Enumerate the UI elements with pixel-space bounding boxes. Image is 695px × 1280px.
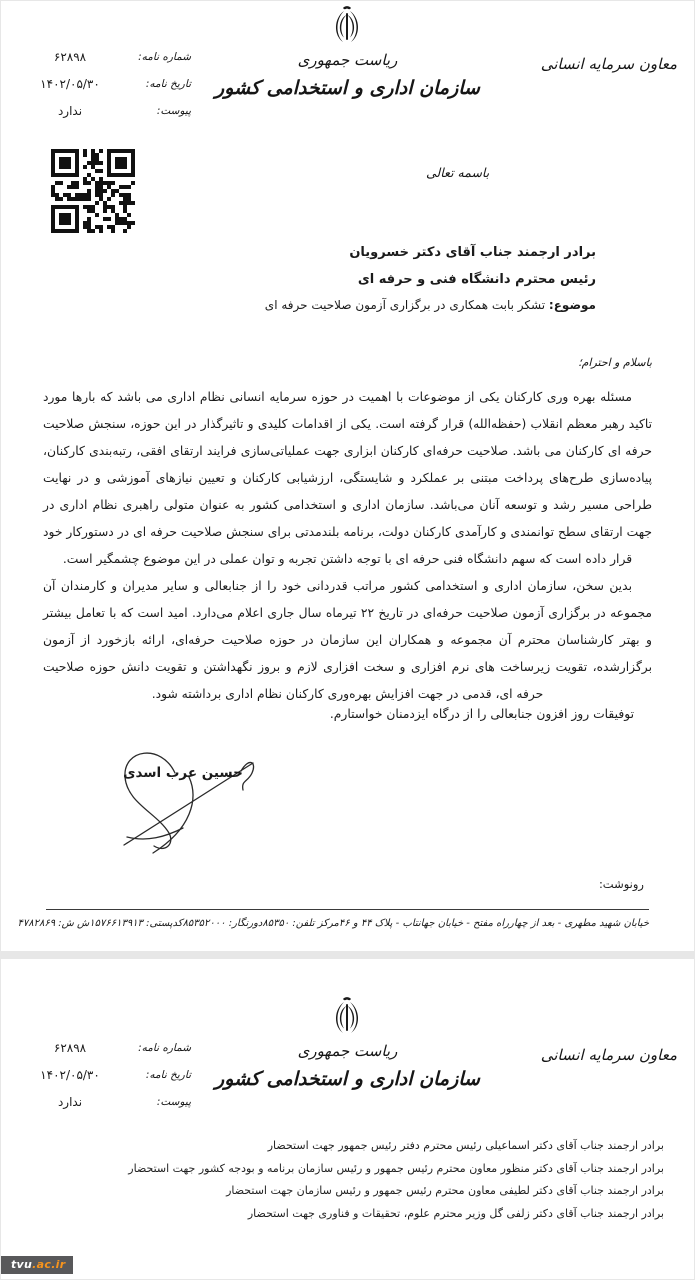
org-title-line2: سازمان اداری و استخدامی کشور — [215, 1068, 480, 1090]
deputy-title: معاون سرمایه انسانی — [540, 1046, 677, 1064]
letter-meta-fields — [31, 43, 191, 124]
meta-value-attachment: ندارد — [57, 103, 83, 118]
footer-postal-code: کدپستی: ۱۵۷۶۶۱۳۹۱۳ — [89, 918, 183, 929]
meta-label-date: تاریخ نامه: — [145, 1068, 191, 1081]
site-watermark-prefix: tvu — [11, 1258, 33, 1271]
signature-name: حسین عرب اسدی — [123, 765, 243, 781]
meta-label-number: شماره نامه: — [138, 50, 191, 63]
meta-value-date: ۱۴۰۲/۰۵/۳۰ — [40, 76, 100, 91]
meta-label-number: شماره نامه: — [138, 1041, 191, 1054]
meta-value-number: ۶۲۸۹۸ — [53, 49, 87, 64]
meta-row-attachment — [31, 1088, 191, 1115]
signature-block — [91, 741, 276, 856]
cc-item: برادر ارجمند جناب آقای دکتر اسماعیلی رئیس محترم دفتر رئیس جمهور جهت استحضار — [267, 1139, 664, 1152]
footer-divider — [46, 909, 649, 910]
org-title-line1: ریاست جمهوری — [297, 1042, 398, 1060]
cc-heading: رونوشت: — [598, 877, 644, 891]
recipient-block — [349, 239, 596, 293]
handwritten-signature-icon — [91, 741, 276, 856]
iran-national-emblem-icon — [331, 6, 363, 48]
meta-row-date — [31, 70, 191, 97]
besmellah: باسمه تعالی — [426, 165, 490, 180]
footer-phone: مرکز تلفن: ۸۵۳۵۰ — [262, 918, 339, 929]
letterhead — [1, 992, 694, 1117]
site-watermark — [1, 1256, 73, 1274]
letterhead — [1, 1, 694, 126]
meta-value-attachment: ندارد — [57, 1094, 83, 1109]
iran-national-emblem-icon — [331, 997, 363, 1039]
footer-address: خیابان شهید مطهری - بعد از چهارراه مفتح - خیابان جهانتاب - پلاک ۴۴ و ۴۶ — [338, 918, 649, 929]
meta-row-number — [31, 43, 191, 70]
meta-row-date — [31, 1061, 191, 1088]
meta-value-date: ۱۴۰۲/۰۵/۳۰ — [40, 1067, 100, 1082]
meta-row-attachment — [31, 97, 191, 124]
cc-item: برادر ارجمند جناب آقای دکتر زلفی گل وزیر محترم علوم، تحقیقات و فناوری جهت استحضار — [247, 1206, 664, 1220]
body-paragraph-1: مسئله بهره وری کارکنان یکی از موضوعات با اهمیت در حوزه سرمایه انسانی نظام اداری می باشد که بارها مورد تاکید رهبر معظم انقلاب (حفظه‌الله) قرار گرفته است. یکی از اقدامات کلیدی و تاثیرگذار در این حوزه، سنجش صلاحیت حرفه ای کارکنان می باشد. صلاحیت حرفه‌ای کارکنان ابزاری جهت عملیاتی‌سازی فرایند ارتقای افقی، رتبه‌بندی کارکنان، پیاده‌سازی طرح‌های پرداخت مبتنی بر عملکرد و شایستگی، ارزشیابی کارکنان و تعیین نیازهای آموزشی و در نهایت طراحی مسیر رشد و توسعه آنان می‌باشد. سازمان اداری و استخدامی کشور به عنوان متولی راهبری نظام اداری در جهت ارتقای سطح توانمندی و کارآمدی کارکنان دولت، برنامه بلندمدتی برای سنجش صلاحیت حرفه ای در دستورکار خود قرار داده است که سهم دانشگاه فنی حرفه ای با توجه داشتن تجربه و توان عملی در این موضوع چشمگیر است. — [43, 390, 652, 566]
cc-item: برادر ارجمند جناب آقای دکتر لطیفی معاون محترم رئیس جمهور و رئیس سازمان جهت استحضار — [226, 1184, 664, 1197]
letter-page-2 — [1, 959, 694, 1280]
subject-label: موضوع: — [548, 298, 596, 312]
subject-text: تشکر بابت همکاری در برگزاری آزمون صلاحیت حرفه ای — [264, 298, 546, 312]
letter-page-1 — [1, 1, 694, 951]
footer-fax: دورنگار: ۸۵۳۵۲۰۰۰ — [182, 918, 263, 929]
org-title-line1: ریاست جمهوری — [297, 51, 398, 69]
body-paragraph-2: بدین سخن، سازمان اداری و استخدامی کشور مراتب قدردانی خود را از جنابعالی و سایر مدیران و کارمندان آن مجموعه در برگزاری آزمون صلاحیت حرفه‌ای در تاریخ ۲۲ تیرماه سال جاری اعلام می‌دارد. امید است که با تعامل بیشتر و بهتر کارشناسان محترم آن مجموعه و همکاران این سازمان در حوزه صلاحیت حرفه‌ای، ارائه بازخورد از آزمون برگزارشده، تقویت زیرساخت های نرم افزاری و سخت افزاری لازم و بروز نگهداشتن و تقویت دانش حوزه صلاحیت حرفه ای، قدمی در جهت افزایش بهره‌وری کارکنان نظام اداری برداشته شود. — [43, 579, 653, 701]
meta-label-date: تاریخ نامه: — [145, 77, 191, 90]
recipient-title: رئیس محترم دانشگاه فنی و حرفه ای — [357, 272, 596, 287]
footer-contact-line — [17, 918, 649, 929]
letter-meta-fields — [31, 1034, 191, 1115]
cc-item: برادر ارجمند جناب آقای دکتر منظور معاون محترم رئیس جمهور و رئیس سازمان برنامه و بودجه کشور جهت استحضار — [128, 1161, 664, 1175]
cc-list — [128, 1135, 664, 1225]
closing-line: توفیقات روز افزون جنابعالی را از درگاه ایزدمنان خواستارم. — [329, 707, 634, 721]
org-title-line2: سازمان اداری و استخدامی کشور — [215, 77, 480, 99]
deputy-title: معاون سرمایه انسانی — [540, 55, 677, 73]
meta-row-number — [31, 1034, 191, 1061]
footer-registry-number: ش ش: ۴۷۸۲۸۶۹ — [17, 918, 90, 929]
recipient-name: برادر ارجمند جناب آقای دکتر خسرویان — [349, 245, 596, 260]
meta-label-attachment: پیوست: — [156, 104, 191, 117]
subject-line — [265, 298, 596, 312]
site-watermark-suffix: .ac.ir — [32, 1258, 66, 1271]
meta-value-number: ۶۲۸۹۸ — [53, 1040, 87, 1055]
page-separator — [1, 951, 694, 959]
qr-code — [51, 149, 135, 233]
meta-label-attachment: پیوست: — [156, 1095, 191, 1108]
salutation: باسلام و احترام؛ — [578, 356, 652, 369]
